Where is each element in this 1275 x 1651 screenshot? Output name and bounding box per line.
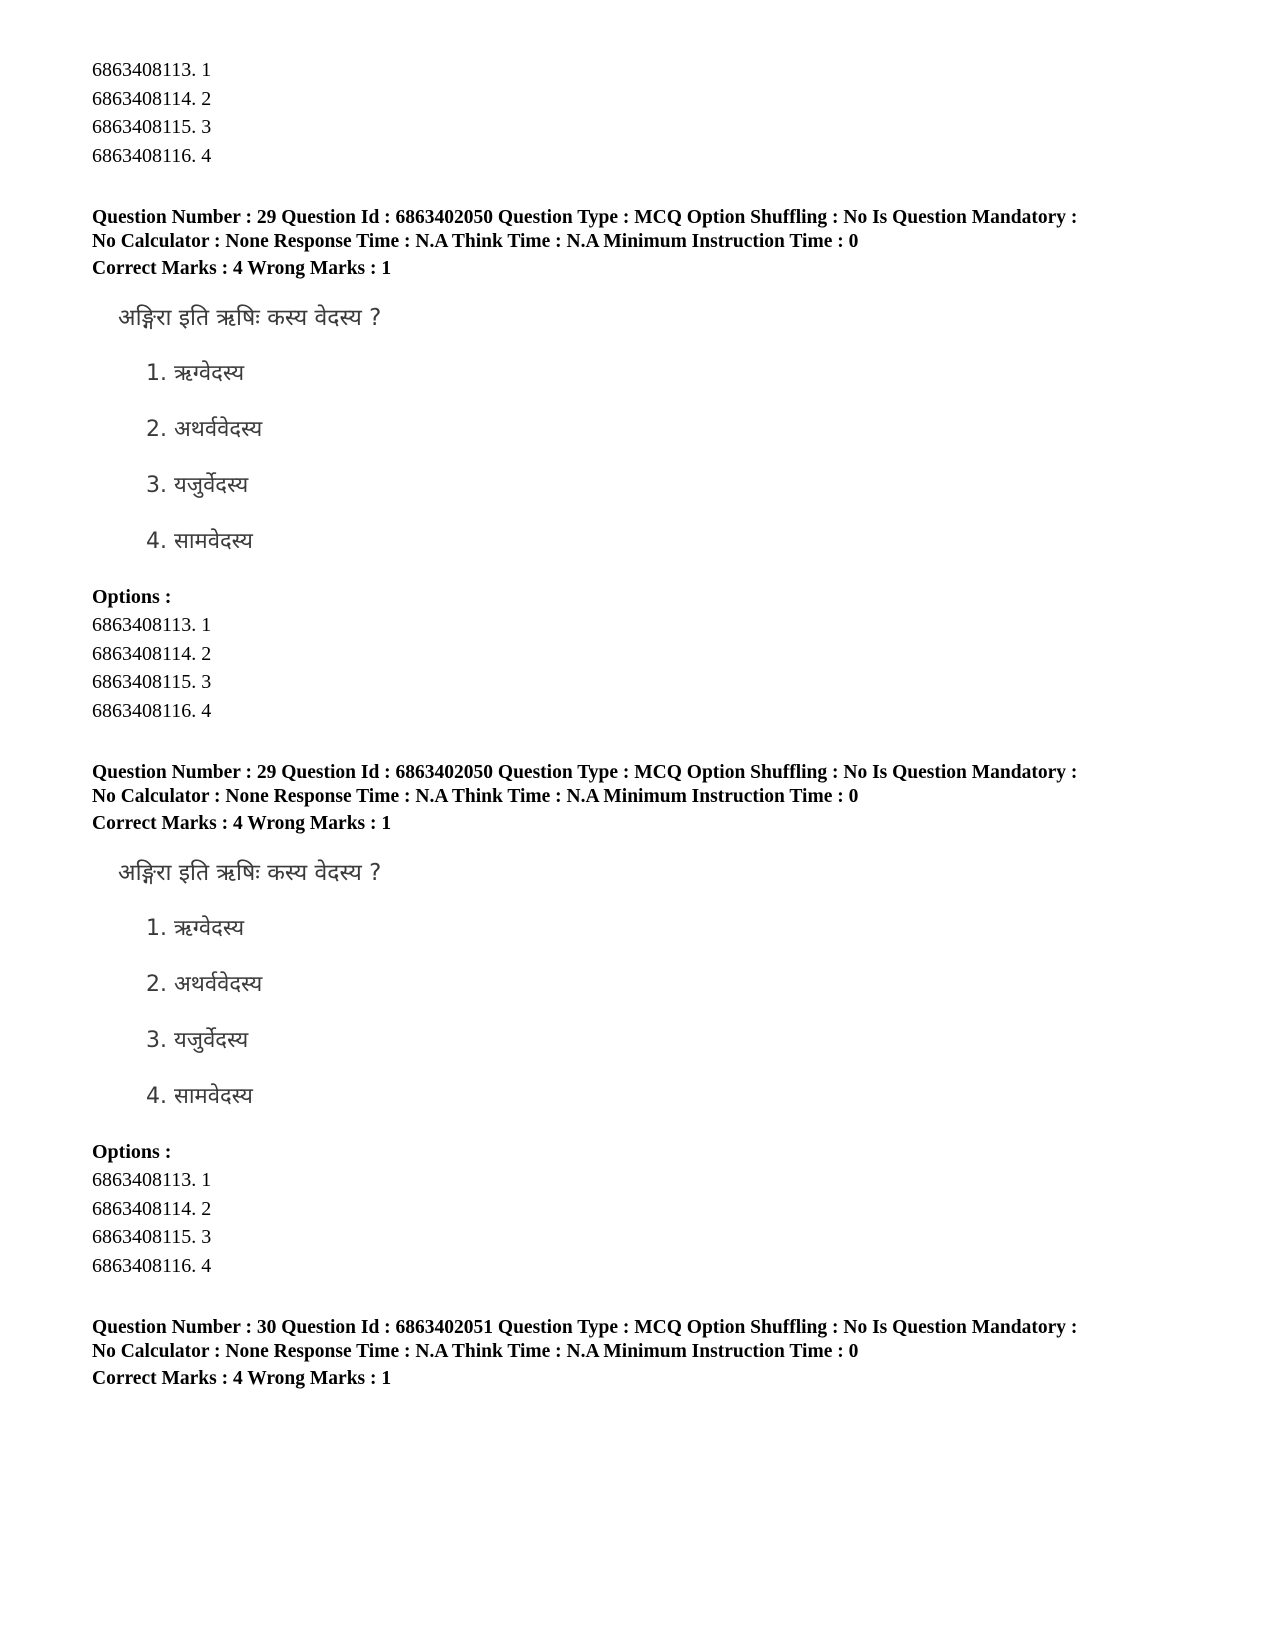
- question-meta-line: No Calculator : None Response Time : N.A Think Time : N.A Minimum Instruction Time : 0: [92, 1340, 859, 1362]
- question-choice: 3. यजुर्वेदस्य: [146, 1028, 249, 1053]
- question-text: अङ्गिरा इति ऋषिः कस्य वेदस्य ?: [118, 860, 382, 886]
- question-choice: 3. यजुर्वेदस्य: [146, 473, 249, 498]
- option-line: 6863408113. 1: [92, 59, 212, 81]
- question-text: अङ्गिरा इति ऋषिः कस्य वेदस्य ?: [118, 305, 382, 331]
- option-line: 6863408115. 3: [92, 671, 212, 693]
- option-line: 6863408116. 4: [92, 144, 212, 167]
- question-image: [118, 303, 1202, 557]
- question-choice: 1. ऋग्वेदस्य: [146, 361, 245, 386]
- question-marks: Correct Marks : 4 Wrong Marks : 1: [92, 813, 392, 834]
- question-image: [118, 858, 1202, 1112]
- option-line: 6863408113. 1: [92, 1169, 212, 1191]
- options-heading: Options :: [92, 586, 172, 608]
- question-meta: [92, 1316, 1202, 1363]
- spacer: [92, 170, 1202, 206]
- options-list: [92, 1166, 1202, 1280]
- document-page: [92, 56, 1202, 1391]
- previous-options-list: [92, 56, 1202, 170]
- question-block: [92, 206, 1202, 725]
- question-marks: Correct Marks : 4 Wrong Marks : 1: [92, 1368, 392, 1389]
- option-line: 6863408116. 4: [92, 1254, 212, 1277]
- question-meta-line: No Calculator : None Response Time : N.A Think Time : N.A Minimum Instruction Time : 0: [92, 230, 859, 252]
- spacer: [92, 725, 1202, 761]
- option-line: 6863408115. 3: [92, 1226, 212, 1248]
- question-block: [92, 761, 1202, 1280]
- question-meta: [92, 761, 1202, 808]
- question-marks: Correct Marks : 4 Wrong Marks : 1: [92, 258, 392, 279]
- spacer: [92, 1280, 1202, 1316]
- question-meta-line: No Calculator : None Response Time : N.A Think Time : N.A Minimum Instruction Time : 0: [92, 785, 859, 807]
- question-choice: 2. अथर्ववेदस्य: [146, 972, 263, 997]
- question-meta-line: Question Number : 29 Question Id : 6863402050 Question Type : MCQ Option Shuffling : No Is Question Mandatory :: [92, 207, 1078, 228]
- question-block: [92, 1316, 1202, 1391]
- option-line: 6863408116. 4: [92, 699, 212, 722]
- question-meta-line: Question Number : 30 Question Id : 6863402051 Question Type : MCQ Option Shuffling : No Is Question Mandatory :: [92, 1317, 1078, 1338]
- question-meta: [92, 206, 1202, 253]
- options-list: [92, 611, 1202, 725]
- question-meta-line: Question Number : 29 Question Id : 6863402050 Question Type : MCQ Option Shuffling : No Is Question Mandatory :: [92, 762, 1078, 783]
- option-line: 6863408114. 2: [92, 642, 212, 665]
- question-choice: 4. सामवेदस्य: [146, 529, 253, 554]
- option-line: 6863408114. 2: [92, 87, 212, 110]
- option-line: 6863408115. 3: [92, 116, 212, 138]
- question-choice: 1. ऋग्वेदस्य: [146, 916, 245, 941]
- option-line: 6863408113. 1: [92, 614, 212, 636]
- question-choice: 2. अथर्ववेदस्य: [146, 417, 263, 442]
- options-heading: Options :: [92, 1141, 172, 1163]
- question-choice: 4. सामवेदस्य: [146, 1084, 253, 1109]
- option-line: 6863408114. 2: [92, 1197, 212, 1220]
